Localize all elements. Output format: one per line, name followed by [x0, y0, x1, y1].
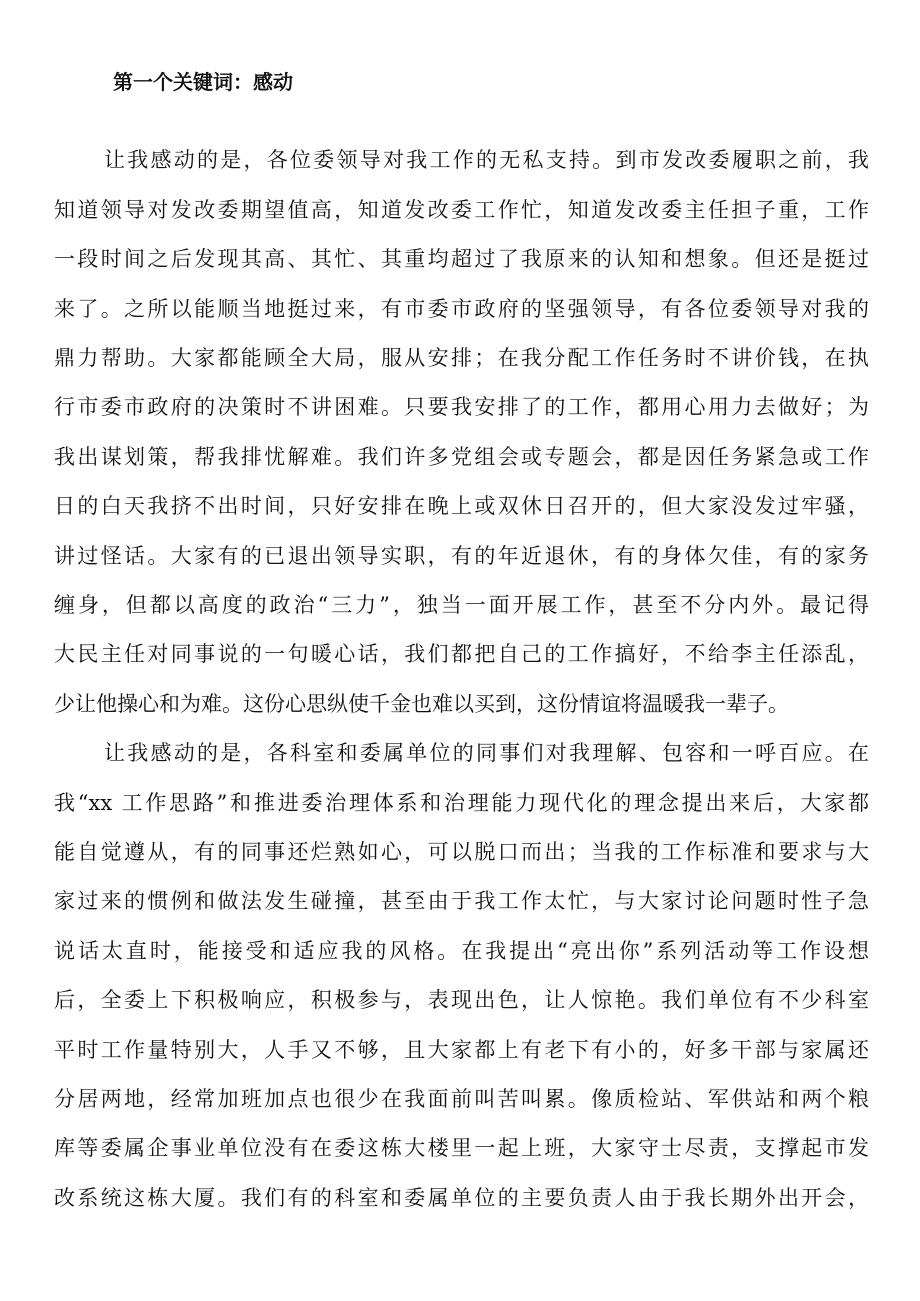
paragraph-2-line-7: 平时工作量特别大，人手又不够，且大家都上有老下有小的，好多干部与家属还 — [54, 1038, 869, 1062]
paragraph-2-line-8: 分居两地，经常加班加点也很少在我面前叫苦叫累。像质检站、军供站和两个粮 — [54, 1087, 869, 1111]
paragraph-1-line-12: 少让他操心和为难。这份心思纵使千金也难以买到，这份情谊将温暖我一辈子。 — [54, 692, 789, 716]
paragraph-1-line-3: 一段时间之后发现其高、其忙、其重均超过了我原来的认知和想象。但还是挺过 — [54, 247, 869, 271]
paragraph-1-line-10: 缠身，但都以高度的政治“三力”，独当一面开展工作，甚至不分内外。最记得 — [54, 593, 869, 617]
paragraph-2-line-6: 后，全委上下积极响应，积极参与，表现出色，让人惊艳。我们单位有不少科室 — [54, 988, 869, 1012]
paragraph-1-line-1: 让我感动的是，各位委领导对我工作的无私支持。到市发改委履职之前，我 — [104, 148, 869, 172]
paragraph-1-line-7: 我出谋划策，帮我排忧解难。我们许多党组会或专题会，都是因任务紧急或工作 — [54, 445, 869, 469]
paragraph-1-line-4: 来了。之所以能顺当地挺过来，有市委市政府的坚强领导，有各位委领导对我的 — [54, 297, 869, 321]
paragraph-1-line-2: 知道领导对发改委期望值高，知道发改委工作忙，知道发改委主任担子重，工作 — [54, 198, 869, 222]
paragraph-1-line-11: 大民主任对同事说的一句暖心话，我们都把自己的工作搞好，不给李主任添乱， — [54, 642, 869, 666]
paragraph-2-line-3: 能自觉遵从，有的同事还烂熟如心，可以脱口而出；当我的工作标准和要求与大 — [54, 840, 869, 864]
paragraph-2-line-4: 家过来的惯例和做法发生碰撞，甚至由于我工作太忙，与大家讨论问题时性子急 — [54, 889, 869, 913]
paragraph-1-line-5: 鼎力帮助。大家都能顾全大局，服从安排；在我分配工作任务时不讲价钱，在执 — [54, 346, 869, 370]
paragraph-1-line-8: 日的白天我挤不出时间，只好安排在晚上或双休日召开的，但大家没发过牢骚， — [54, 494, 869, 518]
paragraph-2-line-1: 让我感动的是，各科室和委属单位的同事们对我理解、包容和一呼百应。在 — [104, 741, 869, 765]
paragraph-2-line-5: 说话太直时，能接受和适应我的风格。在我提出“亮出你”系列活动等工作设想 — [54, 939, 869, 963]
paragraph-1-line-6: 行市委市政府的决策时不讲困难。只要我安排了的工作，都用心用力去做好；为 — [54, 395, 869, 419]
paragraph-2-line-9: 库等委属企事业单位没有在委这栋大楼里一起上班，大家守士尽责，支撑起市发 — [54, 1136, 869, 1160]
section-heading: 第一个关键词：感动 — [113, 70, 293, 94]
paragraph-2-line-2: 我“xx 工作思路”和推进委治理体系和治理能力现代化的理念提出来后，大家都 — [54, 791, 869, 815]
paragraph-1-line-9: 讲过怪话。大家有的已退出领导实职，有的年近退休，有的身体欠佳，有的家务 — [54, 544, 869, 568]
paragraph-2-line-10: 改系统这栋大厦。我们有的科室和委属单位的主要负责人由于我长期外出开会， — [54, 1186, 869, 1210]
